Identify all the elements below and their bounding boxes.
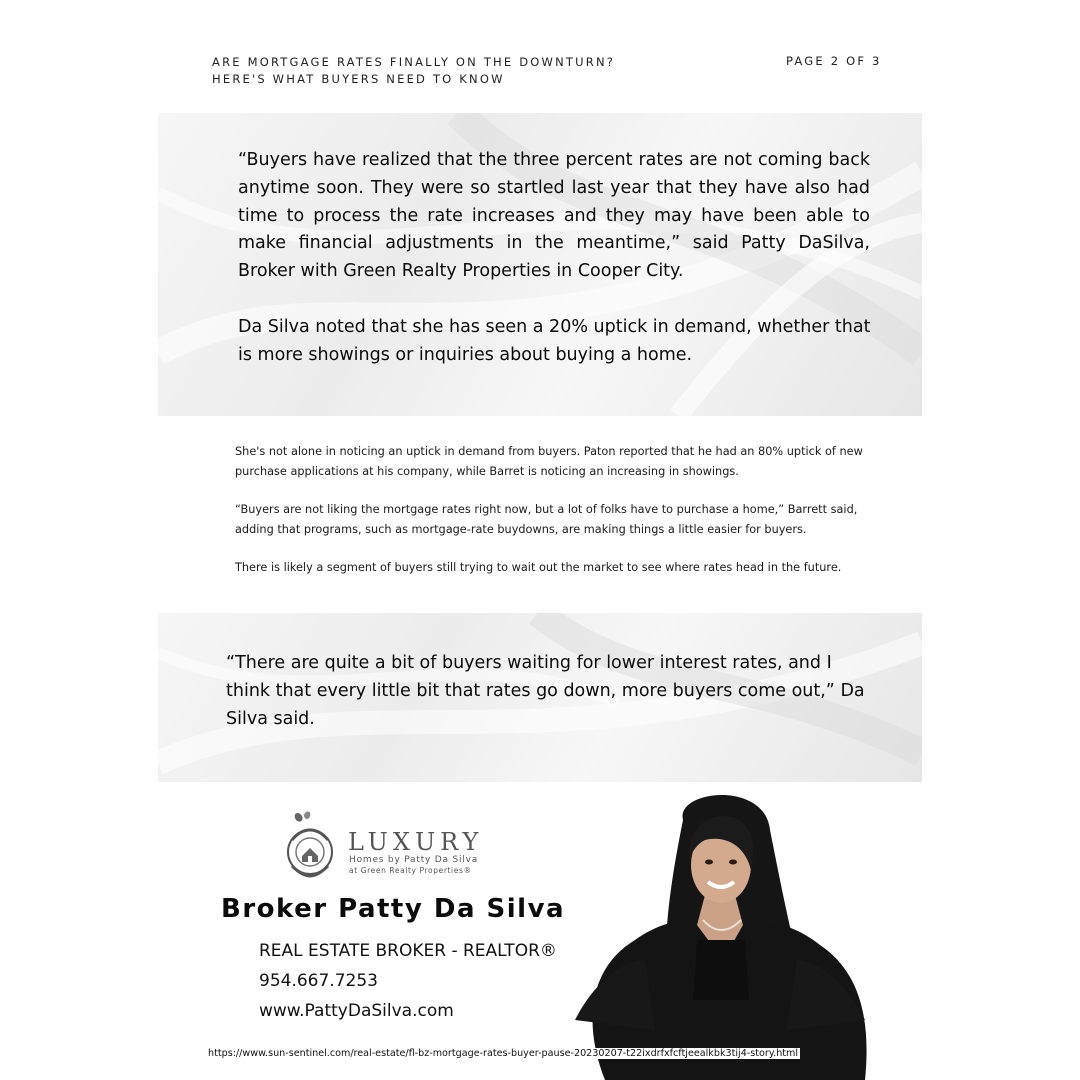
logo-subline-2: at Green Realty Properties® bbox=[349, 866, 472, 875]
broker-title: REAL ESTATE BROKER - REALTOR® bbox=[259, 941, 557, 961]
article-title-line2: HERE'S WHAT BUYERS NEED TO KNOW bbox=[212, 72, 505, 86]
logo-subline-1: Homes by Patty Da Silva bbox=[349, 855, 479, 865]
body-paragraph-3: There is likely a segment of buyers still trying to wait out the market to see where rates head in the future. bbox=[235, 561, 842, 574]
closing-quote-text: “There are quite a bit of buyers waiting for lower interest rates, and I think that every little bit that rates go down, more buyers come out,” Da Silva said. bbox=[226, 653, 865, 729]
page-indicator: PAGE 2 OF 3 bbox=[786, 54, 882, 68]
brand-logo bbox=[282, 810, 492, 885]
quote-text: “Buyers have realized that the three percent rates are not coming back anytime soon. They were so startled last year that they have also had time to process the rate increases and they may have been able to make financial adjustments in the meantime,” said Patty DaSilva, Broker with Green Realty Properties in Cooper City. bbox=[238, 150, 870, 282]
quote-paragraph: Da Silva noted that she has seen a 20% uptick in demand, whether that is more showings or inquiries about buying a home. bbox=[238, 317, 871, 365]
green-realty-emblem-icon bbox=[282, 810, 338, 882]
phone-number[interactable]: 954.667.7253 bbox=[259, 971, 378, 991]
quote-panel-1 bbox=[158, 113, 922, 416]
source-url[interactable]: https://www.sun-sentinel.com/real-estate/fl-bz-mortgage-rates-buyer-pause-20230207-t22ixdrfxfcftjeealkbk3tij4-story.html bbox=[208, 1048, 799, 1059]
body-paragraph-2: “Buyers are not liking the mortgage rates right now, but a lot of folks have to purchase a home,” Barrett said, adding that programs, such as mortgage-rate buydowns, are making things a little easier for buyers. bbox=[235, 503, 858, 536]
body-paragraph-1: She's not alone in noticing an uptick in demand from buyers. Paton reported that he had an 80% uptick of new purchase applications at his company, while Barret is noticing an increasing in showings. bbox=[235, 445, 863, 478]
article-title bbox=[212, 54, 615, 88]
agent-portrait bbox=[565, 790, 877, 1080]
quote-panel-2 bbox=[158, 613, 922, 782]
article-title-line1: ARE MORTGAGE RATES FINALLY ON THE DOWNTURN? bbox=[212, 55, 616, 69]
luxury-wordmark: LUXURY bbox=[348, 828, 484, 856]
website-link[interactable]: www.PattyDaSilva.com bbox=[259, 1001, 454, 1021]
broker-name: Broker Patty Da Silva bbox=[221, 894, 566, 924]
